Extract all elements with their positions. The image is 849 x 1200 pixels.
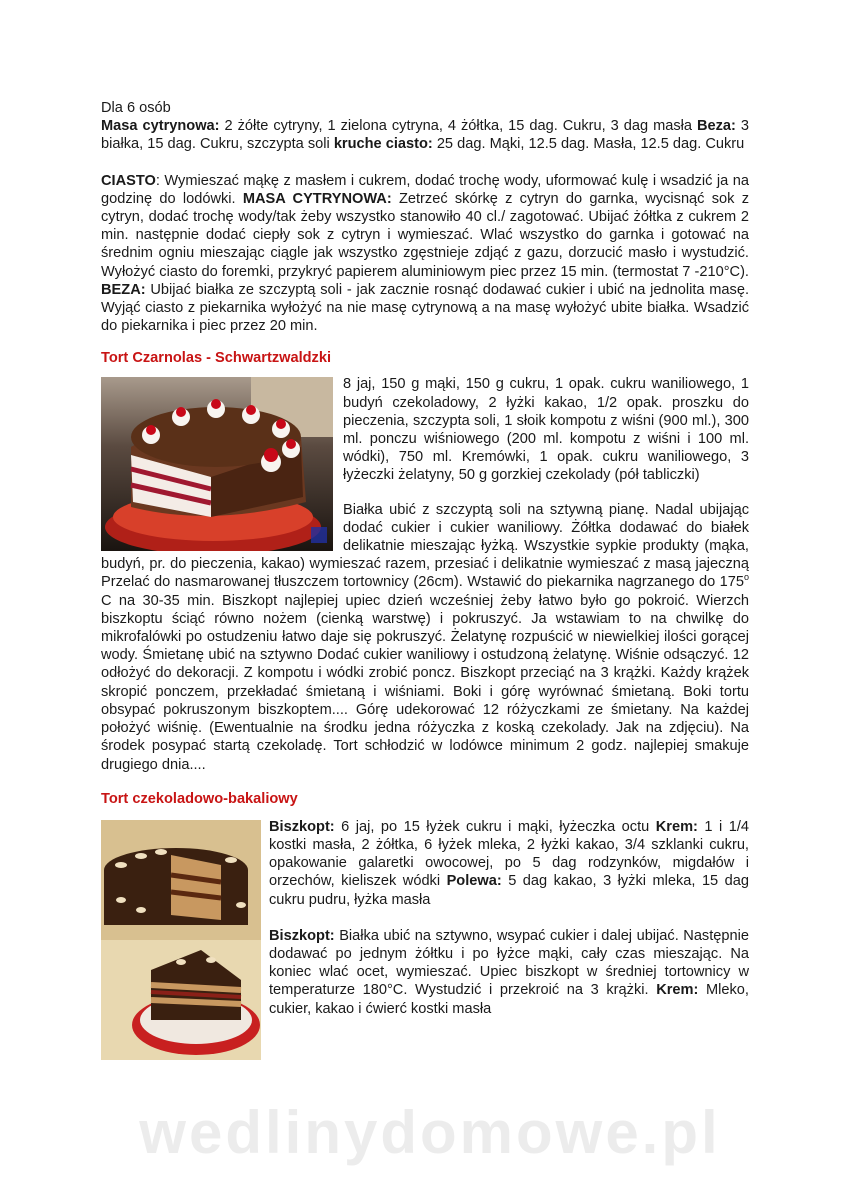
czarnolas-ingredients: 8 jaj, 150 g mąki, 150 g cukru, 1 opak. cukru waniliowego, 1 budyń czekoladowy, 2 łyżki kakao, 1/2 opak. proszku do pieczenia, szczypta soli, 1 słoik kompotu z wiśni (900 ml.), 300 ml. ponczu wiśniowego (200 ml. kompotu z wiśni i 100 ml. wódki), 750 ml. Kremówki, 1 opak. cukru waniliowego, 3 łyżeczki żelatyny, 50 g gorzkiej czekolady (pół tabliczki) [343, 376, 749, 484]
recipe-page [101, 99, 749, 1062]
servings-line: Dla 6 osób [101, 100, 171, 116]
recipe-title-bakaliowy: Tort czekoladowo-bakaliowy [101, 790, 298, 807]
watermark: wedlinydomowe.pl [139, 1099, 721, 1166]
bakaliowy-steps: Biszkopt: Białka ubić na sztywno, wsypać cukier i dalej ubijać. Następnie dodawać po jednym żółtku i po łyżce mąki, cały czas mieszając. Na koniec wlać ocet, wymieszać. Upiec biszkopt w średniej tortownicy w temperaturze 180°C. Wystudzić i przekroić na 3 krążki. Krem: Mleko, cukier, kakao i ćwierć kostki masła [269, 927, 749, 1017]
chocolate-nut-cake-photo [101, 820, 261, 1060]
recipe-title-czarnolas: Tort Czarnolas - Schwartzwaldzki [101, 350, 332, 367]
black-forest-cake-photo [101, 377, 333, 551]
bakaliowy-ingredients: Biszkopt: 6 jaj, po 15 łyżek cukru i mąki, łyżeczka octu Krem: 1 i 1/4 kostki masła, 2 żółtka, 6 łyżek mleka, 2 łyżki kakao, 3/4 szklanki cukru, opakowanie galaretki owocowej, po 5 dag rodzynków, migdałów i orzechów, kieliszek wódki Polewa: 5 dag kakao, 3 łyżki mleka, 15 dag cukru pudru, łyżka masła [269, 818, 749, 908]
ingredients-paragraph: Masa cytrynowa: 2 żółte cytryny, 1 zielona cytryna, 4 żółtka, 15 dag. Cukru, 3 dag masła Beza: 3 białka, 15 dag. Cukru, szczypta soli kruche ciasto: 25 dag. Mąki, 12.5 dag. Masła, 12.5 dag. Cukru [101, 118, 750, 153]
method-paragraph: CIASTO: Wymieszać mąkę z masłem i cukrem, dodać trochę wody, uformować kulę i wsadzić ja na godzinę do lodówki. MASA CYTRYNOWA: Zetrzeć skórkę z cytryn do garnka, wycisnąć sok z cytryn, dodać trochę wody/tak żeby wszystko stanowiło 40 cl./ zagotować. Ubijać żółtka z cukrem 2 min. następnie dodać ciepły sok z cytryn i wymieszać. Wlać wszystko do garnka i gotować na średnim ogniu mieszając ciągle jak wszystko zgęstnieje zdjąć z gazu, dorzucić masło i wystudzić. Wyłożyć ciasto do foremki, przykryć papierem aluminiowym piec przez 15 min. (termostat 7 -210°C). BEZA: Ubijać białka ze szczyptą soli - jak zacznie rosnąć dodawać cukier i ubić na jednolita masę. Wyjąć ciasto z piekarnika wyłożyć na nie masę cytrynową a na masę wyłożyć ubite białka. Wsadzić do piekarnika i piec przez 20 min. [101, 172, 749, 335]
czarnolas-steps: Białka ubić z szczyptą soli na sztywną pianę. Nadal ubijając dodać cukier i cukier waniliowy. Żółtka dodawać do białek delikatnie mieszając łyżką. Wszystkie sypkie produkty (mąka, budyń, pr. do pieczenia, kakao) wymieszać razem, przesiać i delikatnie wymieszać z masą jajeczną Przelać do nasmarowanej tłuszczem tortownicy (26cm). Wstawić do piekarnika nagrzanego do 175$^o$ C na 30-35 min. Biszkopt najlepiej upiec dzień wcześniej żeby łatwo było go pokroić. Wierzch biszkoptu ściąć równo nożem (cienką warstwę) i pokruszyć. Ja wstawiam to na chwilkę do mikrofalówki po ostudzeniu łatwo daje się pokruszyć. Żelatynę rozpuścić w niewielkiej ilości gorącej wody. Śmietanę ubić na sztywno Dodać cukier waniliowy i ostudzoną żelatynę. Wiśnie odsączyć. 12 odłożyć do dekoracji. Z kompotu i wódki zrobić poncz. Biszkopt przeciąć na 3 krążki. Każdy krążek skropić ponczem, przekładać śmietaną i wiśniami. Boki i górę wyrównać śmietaną. Boki tortu obsypać pokruszonym biszkoptem.... Górę udekorować 12 różyczkami ze śmietany. Na każdej położyć wiśnię. (Ewentualnie na środku jedna różyczka z koską czekolady. Jak na zdjęciu). Na środek posypać startą czekoladę. Tort schłodzić w lodówce minimum 2 godz. najlepiej smakuje drugiego dnia.... [101, 501, 749, 773]
